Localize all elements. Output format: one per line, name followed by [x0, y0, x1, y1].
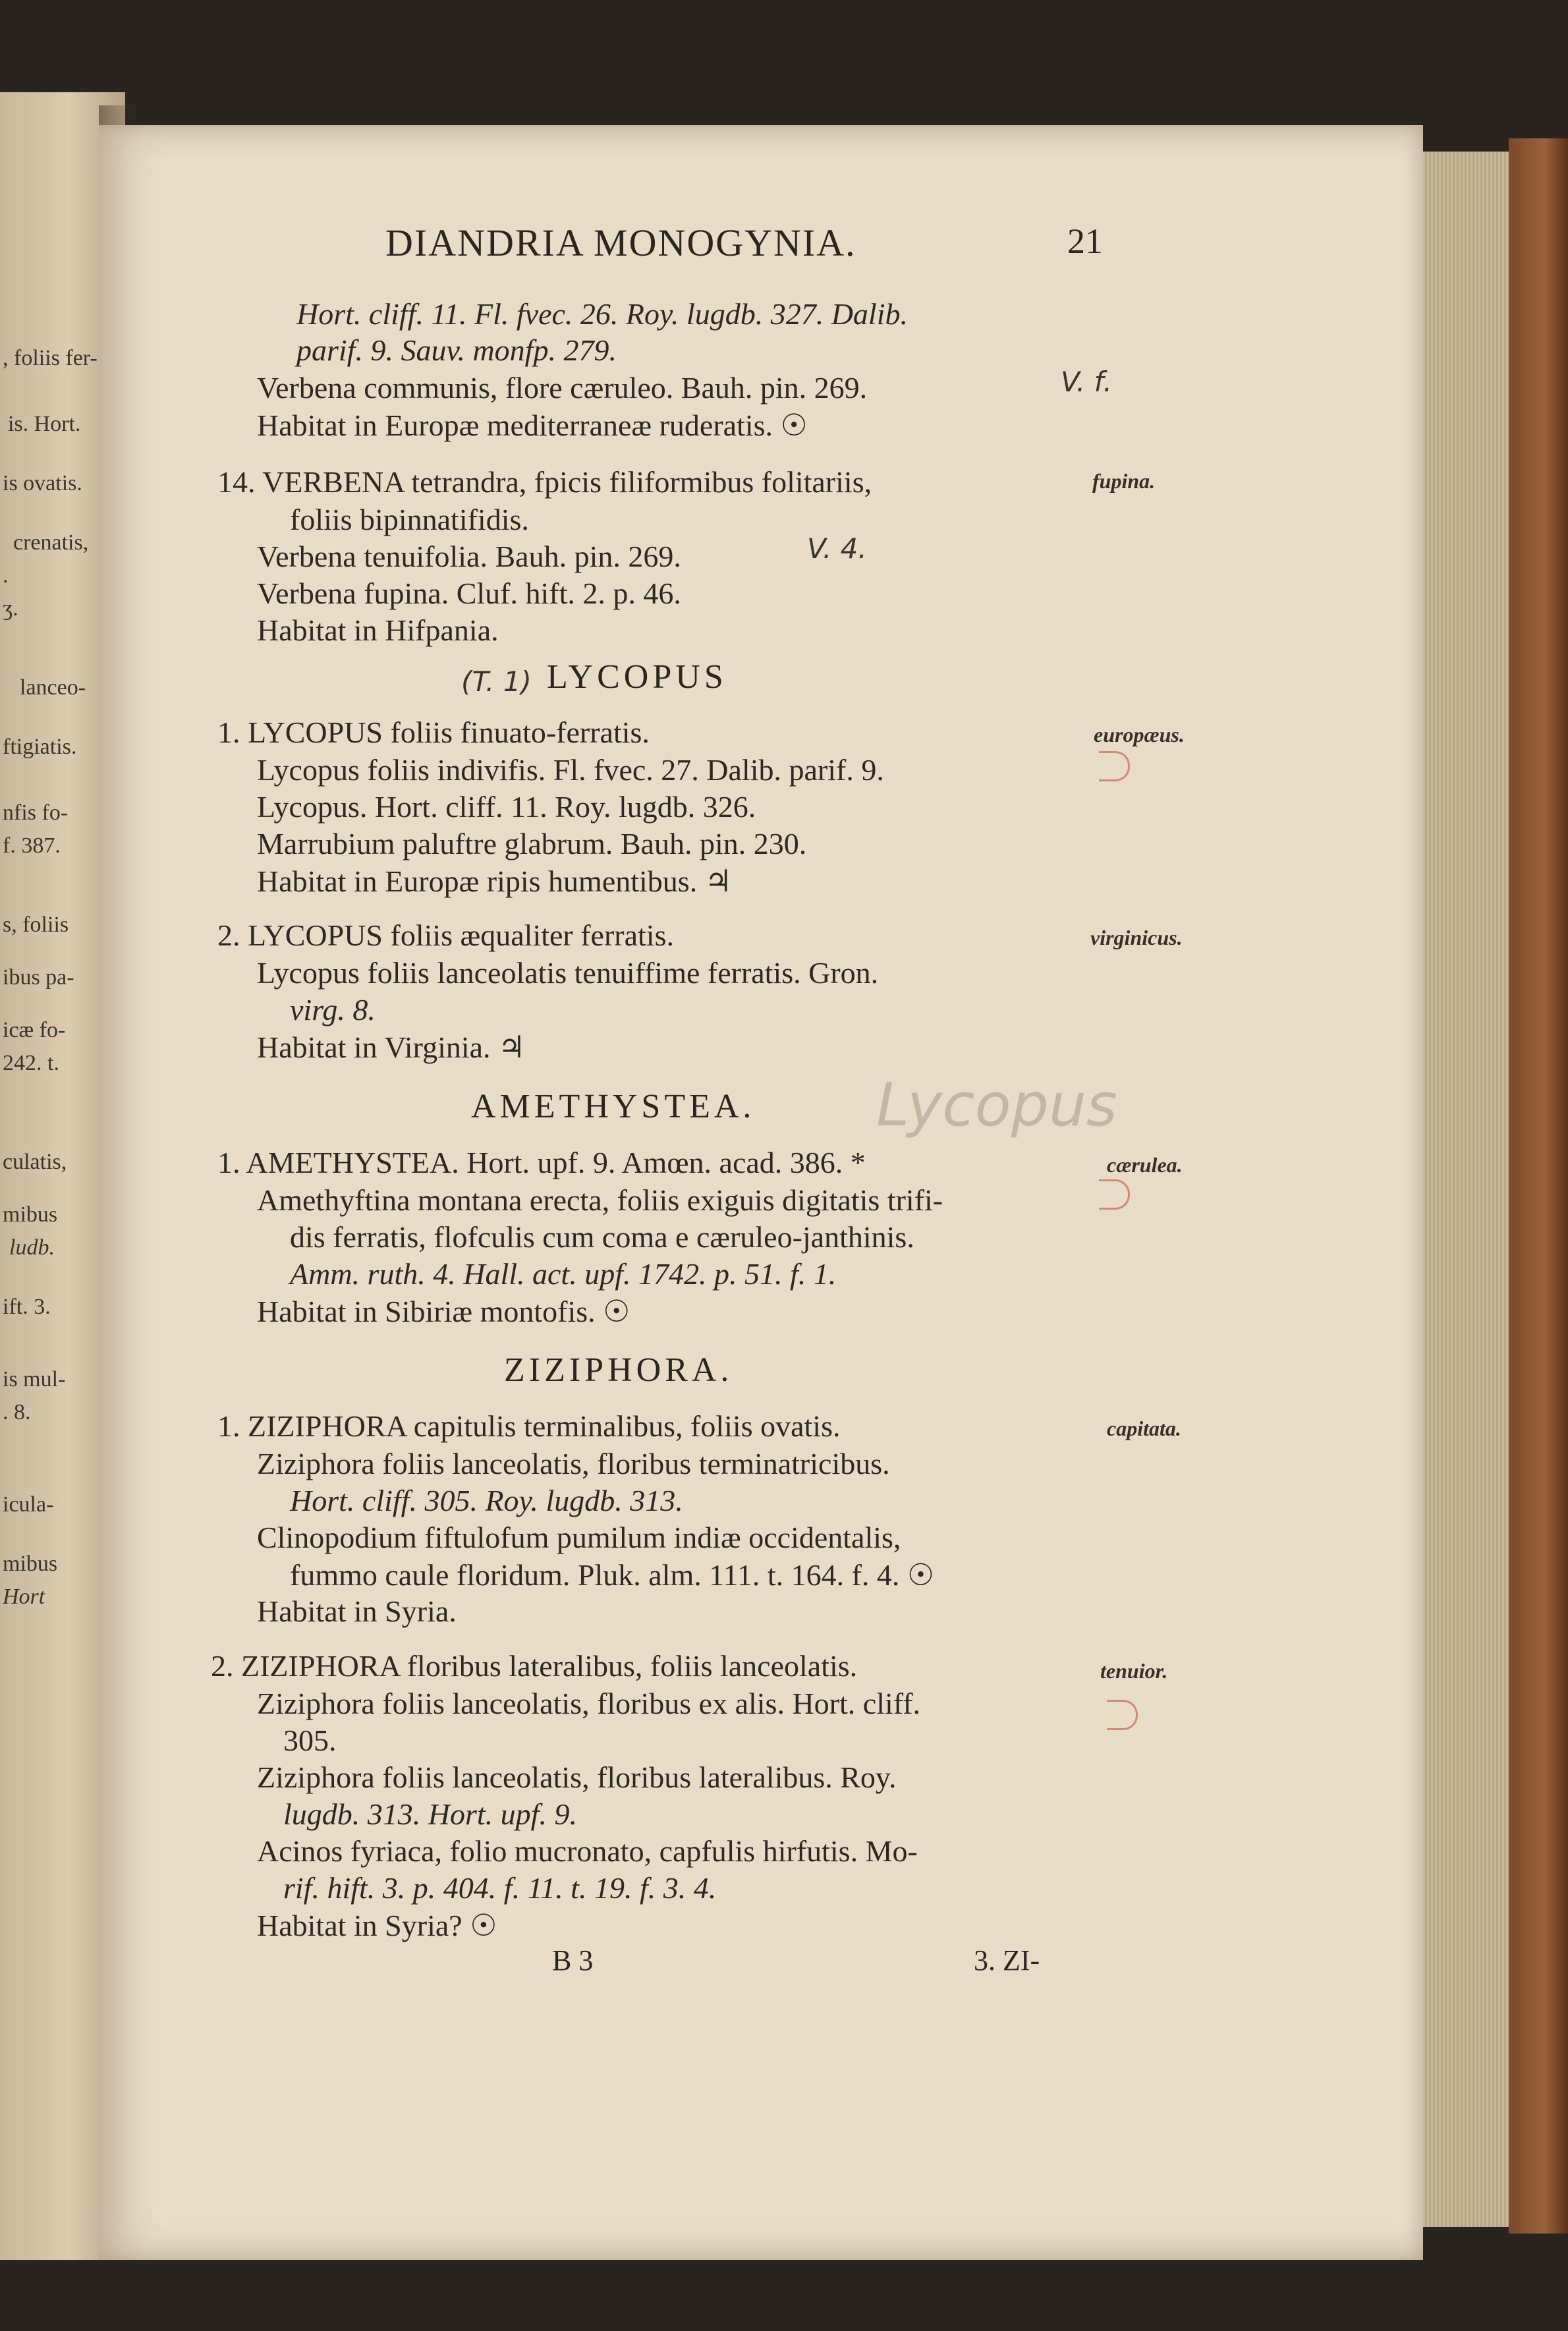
species-heading: 2. ZIZIPHORA floribus lateralibus, foliis lanceolatis.	[211, 1649, 858, 1683]
catchword: 3. ZI-	[974, 1944, 1040, 1977]
margin-trivial-name: capitata.	[1107, 1417, 1181, 1440]
text-line: Ziziphora foliis lanceolatis, floribus terminatricibus.	[257, 1447, 890, 1480]
genus-heading: LYCOPUS	[547, 658, 727, 696]
species-heading: 1. LYCOPUS foliis finuato-ferratis.	[217, 716, 650, 749]
text-line: Verbena tenuifolia. Bauh. pin. 269.	[257, 540, 681, 573]
text-line: Ziziphora foliis lanceolatis, floribus ex alis. Hort. cliff.	[257, 1687, 921, 1720]
left-fragment: ftigiatis.	[3, 735, 77, 759]
text-line: Habitat in Hifpania.	[257, 613, 499, 647]
text-line: Hort. cliff. 11. Fl. fvec. 26. Roy. lugdb. 327. Dalib.	[296, 297, 908, 331]
left-fragment: 242. t.	[3, 1051, 59, 1075]
text-line: foliis bipinnatifidis.	[290, 503, 529, 536]
text-line: parif. 9. Sauv. monfp. 279.	[296, 333, 617, 367]
text-line: Habitat in Syria.	[257, 1594, 457, 1628]
species-heading: 1. AMETHYSTEA. Hort. upf. 9. Amœn. acad. 386. *	[217, 1146, 866, 1179]
text-line: Verbena communis, flore cæruleo. Bauh. pin. 269.	[257, 371, 868, 405]
text-line: Ziziphora foliis lanceolatis, floribus lateralibus. Roy.	[257, 1760, 897, 1794]
text-line: Lycopus foliis indivifis. Fl. fvec. 27. Dalib. parif. 9.	[257, 753, 884, 787]
left-fragment: icula-	[3, 1492, 54, 1517]
faint-handwritten-note: Lycopus	[876, 1071, 1117, 1140]
left-fragment: is ovatis.	[3, 471, 82, 495]
text-line: fummo caule floridum. Pluk. alm. 111. t. 164. f. 4. ☉	[290, 1558, 935, 1592]
left-fragment: nfis fo-	[3, 800, 69, 825]
text-line: lugdb. 313. Hort. upf. 9.	[283, 1797, 577, 1831]
margin-trivial-name: virginicus.	[1090, 926, 1183, 949]
left-fragment: Hort	[3, 1585, 45, 1609]
left-fragment: .	[3, 563, 9, 588]
text-line: Clinopodium fiftulofum pumilum indiæ occidentalis,	[257, 1521, 901, 1554]
left-fragment: , foliis fer-	[3, 346, 98, 370]
species-heading: 2. LYCOPUS foliis æqualiter ferratis.	[217, 918, 674, 952]
margin-trivial-name: europæus.	[1094, 723, 1185, 746]
left-fragment: icæ fo-	[3, 1018, 66, 1042]
species-heading: 1. ZIZIPHORA capitulis terminalibus, foliis ovatis.	[217, 1409, 841, 1443]
left-fragment: ift. 3.	[3, 1295, 51, 1319]
text-line: Lycopus. Hort. cliff. 11. Roy. lugdb. 326.	[257, 790, 756, 824]
genus-heading: ZIZIPHORA.	[504, 1351, 733, 1389]
genus-heading: AMETHYSTEA.	[471, 1088, 756, 1125]
left-fragment: is. Hort.	[8, 412, 81, 436]
left-fragment: f. 387.	[3, 833, 61, 858]
left-fragment: mibus	[3, 1552, 58, 1576]
leather-cover	[1509, 138, 1568, 2233]
text-line: Habitat in Syria? ☉	[257, 1909, 497, 1942]
page-edges	[1423, 152, 1522, 2227]
text-line: Habitat in Virginia. ♃	[257, 1030, 526, 1064]
left-fragment: . 8.	[3, 1400, 31, 1424]
text-line: rif. hift. 3. p. 404. f. 11. t. 19. f. 3. 4.	[283, 1871, 717, 1905]
left-fragment: s, foliis	[3, 913, 69, 937]
running-title: DIANDRIA MONOGYNIA.	[385, 221, 856, 264]
text-line: Lycopus foliis lanceolatis tenuiffime ferratis. Gron.	[257, 956, 879, 990]
text-line: Verbena fupina. Cluf. hift. 2. p. 46.	[257, 576, 681, 610]
text-line: Habitat in Europæ ripis humentibus. ♃	[257, 864, 732, 898]
left-fragment: ludb.	[9, 1235, 55, 1260]
text-line: Habitat in Sibiriæ montofis. ☉	[257, 1295, 630, 1328]
handwritten-note: V. 4.	[807, 532, 867, 565]
red-ink-mark	[1099, 751, 1130, 781]
text-line: virg. 8.	[290, 993, 376, 1026]
text-line: 305.	[283, 1724, 337, 1757]
species-heading: 14. VERBENA tetrandra, fpicis filiformibus folitariis,	[217, 465, 872, 499]
signature-mark: B 3	[552, 1944, 594, 1977]
left-fragment: ʒ.	[3, 596, 18, 621]
text-line: Habitat in Europæ mediterraneæ ruderatis. ☉	[257, 408, 808, 442]
left-fragment: mibus	[3, 1202, 58, 1227]
text-line: Amethyftina montana erecta, foliis exiguis digitatis trifi-	[257, 1183, 943, 1217]
left-fragment: culatis,	[3, 1150, 67, 1174]
red-ink-mark	[1107, 1700, 1138, 1730]
text-line: Amm. ruth. 4. Hall. act. upf. 1742. p. 51. f. 1.	[290, 1257, 837, 1291]
text-line: Acinos fyriaca, folio mucronato, capfulis hirfutis. Mo-	[257, 1834, 918, 1868]
red-ink-mark	[1099, 1179, 1130, 1210]
text-line: Hort. cliff. 305. Roy. lugdb. 313.	[290, 1484, 683, 1517]
handwritten-note: (T. 1)	[461, 665, 532, 698]
left-fragment: is mul-	[3, 1367, 66, 1391]
margin-trivial-name: fupina.	[1092, 469, 1156, 493]
margin-trivial-name: cærulea.	[1107, 1153, 1183, 1177]
left-fragment: lanceo-	[20, 675, 86, 700]
handwritten-note: V. f.	[1061, 366, 1113, 398]
text-line: Marrubium paluftre glabrum. Bauh. pin. 230.	[257, 827, 807, 860]
left-fragment: crenatis,	[13, 530, 89, 555]
margin-trivial-name: tenuior.	[1100, 1659, 1168, 1683]
text-line: dis ferratis, flofculis cum coma e cæruleo-janthinis.	[290, 1220, 914, 1254]
left-fragment: ibus pa-	[3, 965, 74, 990]
page-number: 21	[1067, 221, 1103, 261]
